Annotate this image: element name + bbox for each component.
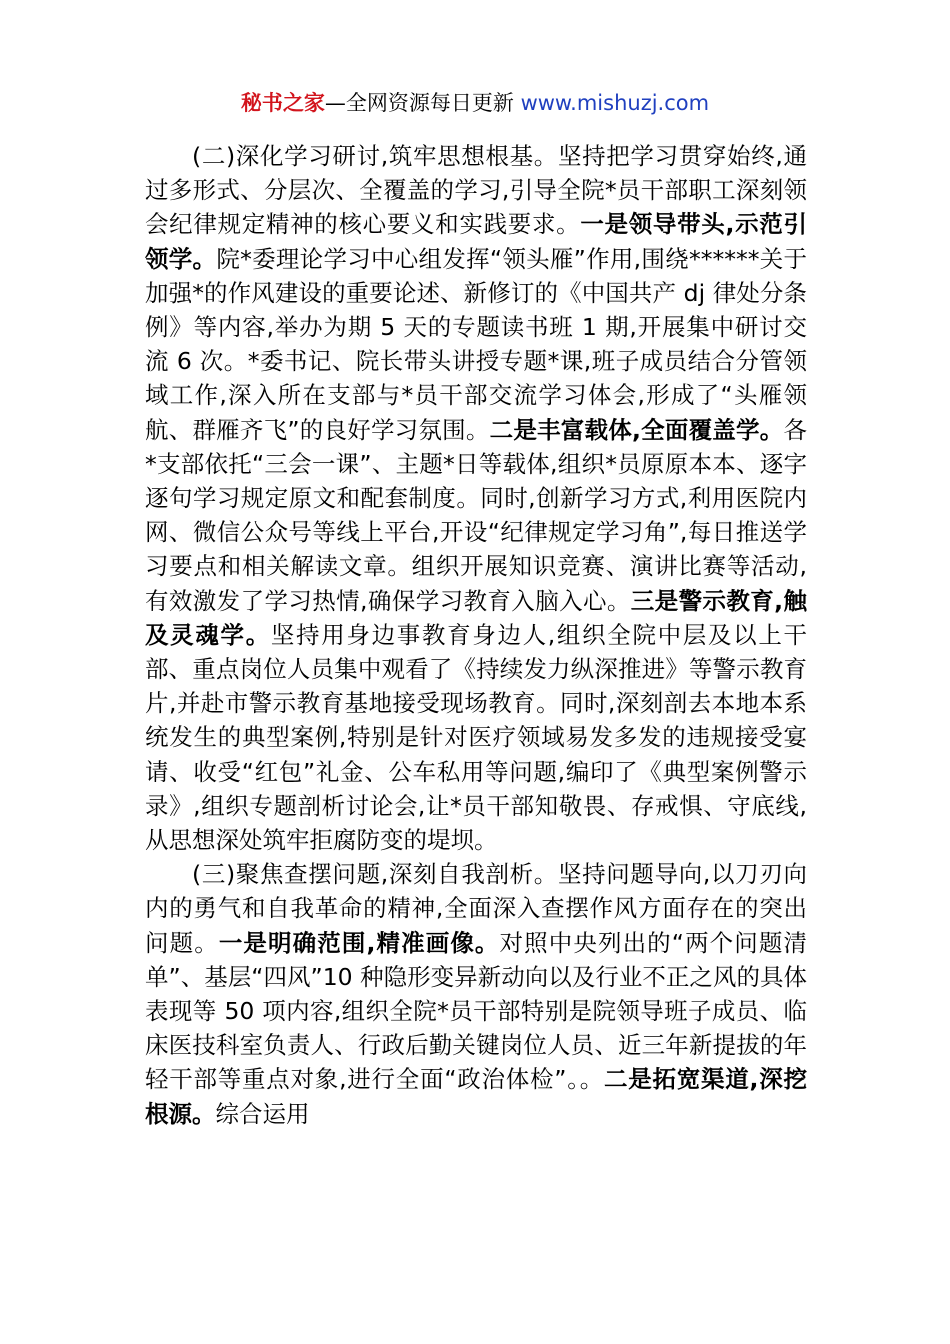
page-header <box>0 88 950 118</box>
text-segment: 坚持用身边事教育身边人,组织全院中层及以上干部、重点岗位人员集中观看了《持续发力纵深推进》等警示教育片,并赴市警示教育基地接受现场教育。同时,深刻剖去本地本系统发生的典型案例,特别是针对医疗领域易发多发的违规接受宴请、收受“红包”礼金、公车私用等问题,编印了《典型案例警示录》,组织专题剖析讨论会,让*员干部知敬畏、存戒惧、守底线,从思想深处筑牢拒腐防变的堤坝。 <box>145 620 807 855</box>
bold-heading: 二是丰富载体,全面覆盖学。 <box>489 415 784 444</box>
bold-heading: 二是拓宽渠道,深挖根源。 <box>145 1065 807 1128</box>
header-tagline: —全网资源每日更新 <box>324 91 521 115</box>
paragraph-identify-problems <box>145 857 807 1131</box>
brand-name: 秘书之家 <box>240 91 325 115</box>
text-segment: 综合运用 <box>215 1099 310 1128</box>
bold-heading: 三是警示教育,触及灵魂学。 <box>145 586 807 649</box>
paragraph-deepen-study <box>145 139 807 857</box>
document-body <box>145 139 807 1131</box>
bold-heading: 一是明确范围,精准画像。 <box>218 928 500 957</box>
site-url: www.mishuzj.com <box>520 91 710 115</box>
text-segment: 院*委理论学习中心组发挥“领头雁”作用,围绕******关于加强*的作风建设的重要论述、新修订的《中国共产 dj 律处分条例》等内容,举办为期 5 天的专题读书班 1 期,开展集中研讨交流 6 次。*委书记、院长带头讲授专题*课,班子成员结合分管领域工作,深入所在支部与*员干部交流学习体会,形成了“头雁领航、群雁齐飞”的良好学习氛围。 <box>145 244 807 444</box>
text-segment: (二)深化学习研讨,筑牢思想根基。坚持把学习贯穿始终,通过多形式、分层次、全覆盖的学习,引导全院*员干部职工深刻领会纪律规定精神的核心要义和实践要求。 <box>145 142 807 239</box>
text-segment: 各*支部依托“三会一课”、主题*日等载体,组织*员原原本本、逐字逐句学习规定原文和配套制度。同时,创新学习方式,利用医院内网、微信公众号等线上平台,开设“纪律规定学习角”,每日推送学习要点和相关解读文章。组织开展知识竞赛、演讲比赛等活动,有效激发了学习热情,确保学习教育入脑入心。 <box>145 415 807 615</box>
text-segment: (三)聚焦查摆问题,深刻自我剖析。坚持问题导向,以刀刃向内的勇气和自我革命的精神,全面深入查摆作风方面存在的突出问题。 <box>145 860 807 957</box>
text-segment: 对照中央列出的“两个问题清单”、基层“四风”10 种隐形变异新动向以及行业不正之风的具体表现等 50 项内容,组织全院*员干部特别是院领导班子成员、临床医技科室负责人、行政后勤关键岗位人员、近三年新提拔的年轻干部等重点对象,进行全面“政治体检”。。 <box>145 928 807 1094</box>
bold-heading: 一是领导带头,示范引领学。 <box>145 210 807 273</box>
